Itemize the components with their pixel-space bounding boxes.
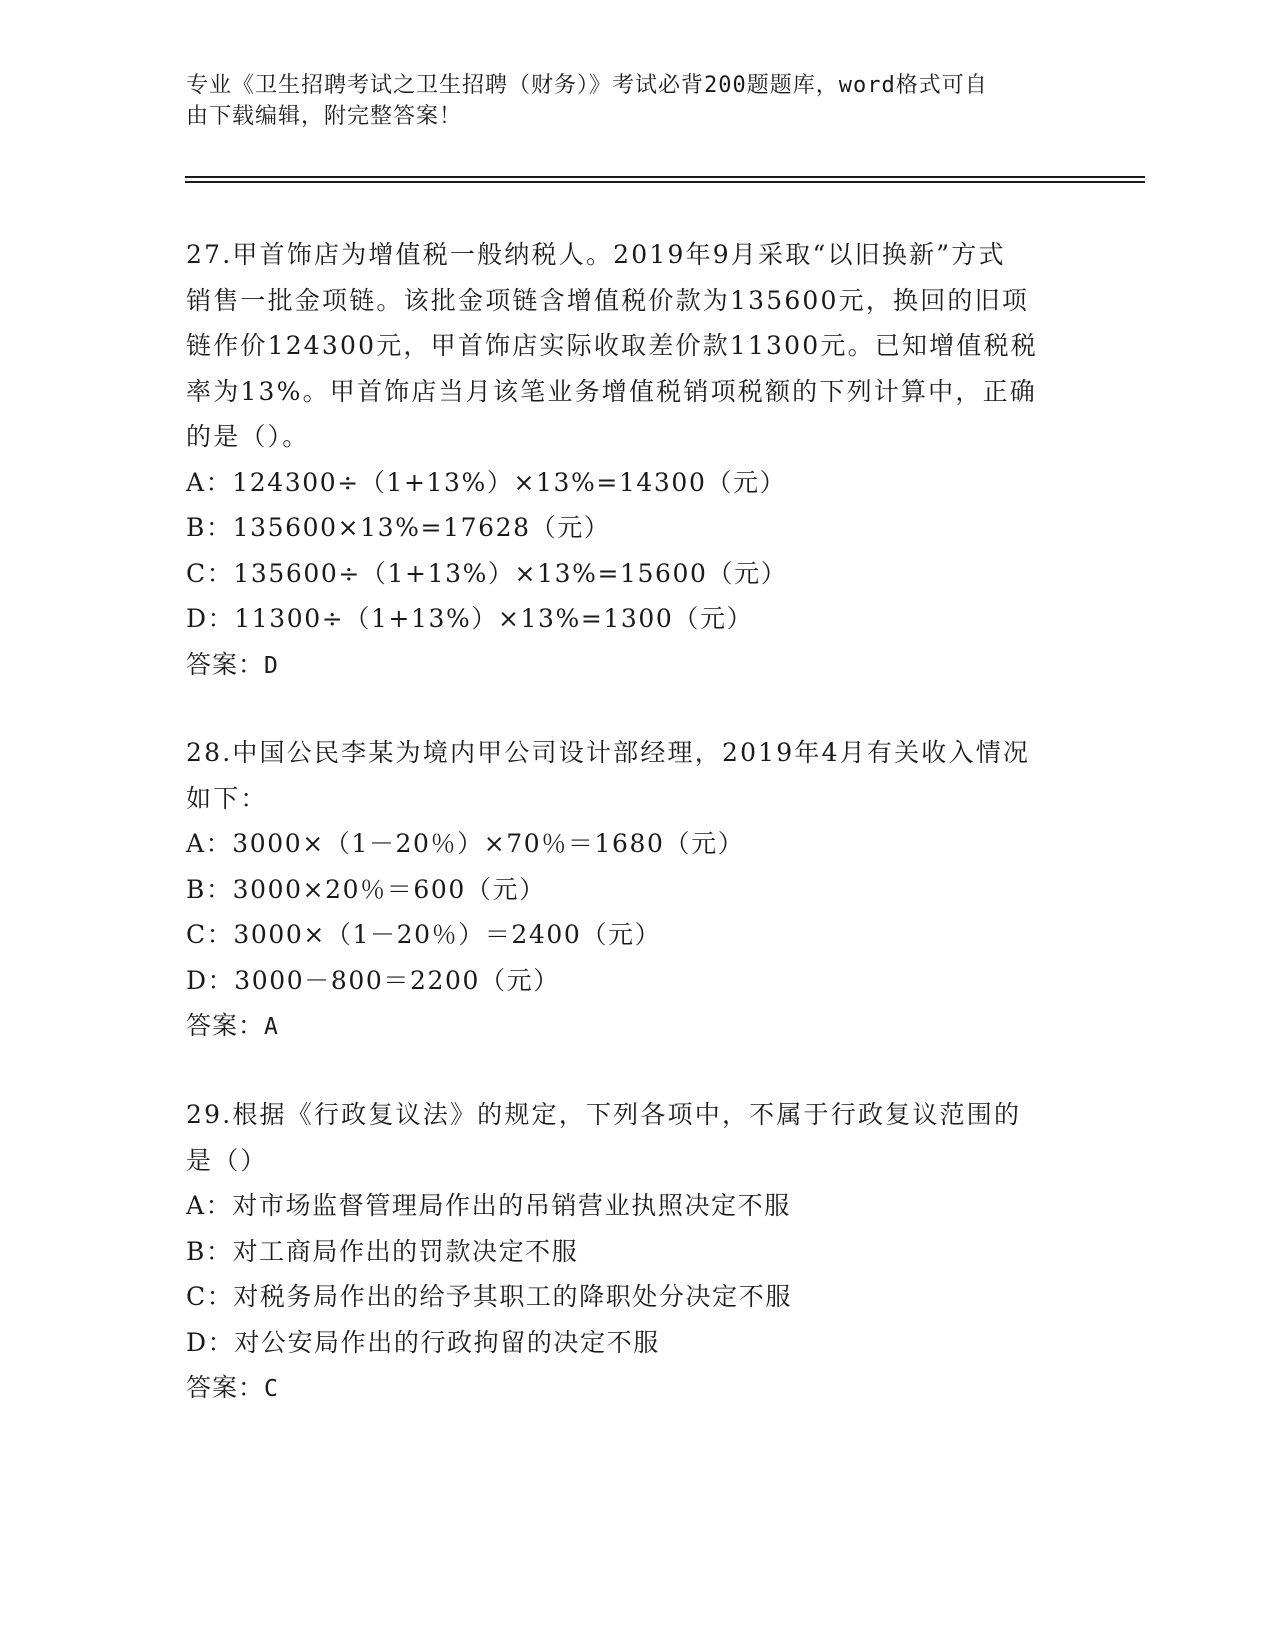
option-a: A：124300÷（1+13%）×13%=14300（元）: [186, 467, 787, 497]
header-divider-top: [185, 176, 1145, 178]
option-d: D：对公安局作出的行政拘留的决定不服: [186, 1327, 660, 1357]
question-stem-line: 27.甲首饰店为增值税一般纳税人。2019年9月采取“以旧换新”方式: [186, 240, 1006, 269]
question-stem-line: 29.根据《行政复议法》的规定，下列各项中，不属于行政复议范围的: [186, 1100, 1022, 1129]
question-27: [186, 232, 1086, 689]
question-stem-line: 是（）: [186, 1145, 268, 1175]
answer-line: [186, 642, 1086, 690]
header-divider-bottom: [185, 181, 1145, 183]
answer-label: 答案：: [186, 649, 265, 679]
option-c: C：3000×（1－20％）＝2400（元）: [186, 920, 662, 949]
question-stem-line: 率为13%。甲首饰店当月该笔业务增值税销项税额的下列计算中，正确: [186, 376, 1037, 406]
question-28: [186, 730, 1086, 1051]
answer-value: A: [264, 1014, 279, 1040]
header-line-1: 专业《卫生招聘考试之卫生招聘（财务）》考试必背200题题库，word格式可自: [186, 73, 988, 98]
answer-value: C: [264, 1376, 279, 1402]
question-stem-line: 链作价124300元，甲首饰店实际收取差价款11300元。已知增值税税: [186, 331, 1038, 360]
question-29: [186, 1092, 1086, 1413]
option-b: B：3000×20％＝600（元）: [186, 874, 546, 904]
option-a: A：对市场监督管理局作出的吊销营业执照决定不服: [186, 1191, 791, 1220]
answer-line: [186, 1365, 1086, 1413]
question-stem-line: 销售一批金项链。该批金项链含增值税价款为135600元，换回的旧项: [186, 285, 1030, 315]
option-d: D：3000－800＝2200（元）: [186, 965, 560, 995]
question-stem-line: 28.中国公民李某为境内甲公司设计部经理，2019年4月有关收入情况: [186, 738, 1031, 767]
answer-label: 答案：: [186, 1373, 265, 1402]
option-d: D：11300÷（1+13%）×13%=1300（元）: [186, 604, 754, 633]
answer-line: [186, 1003, 1086, 1051]
answer-value: D: [264, 652, 279, 679]
option-b: B：对工商局作出的罚款决定不服: [186, 1236, 579, 1266]
question-stem-line: 如下：: [186, 783, 268, 813]
option-a: A：3000×（1－20％）×70％＝1680（元）: [186, 829, 745, 858]
option-c: C：135600÷（1+13%）×13%=15600（元）: [186, 558, 788, 588]
option-c: C：对税务局作出的给予其职工的降职处分决定不服: [186, 1282, 792, 1311]
document-header: [186, 70, 1066, 132]
option-b: B：135600×13%=17628（元）: [186, 513, 611, 542]
header-line-2: 由下载编辑，附完整答案！: [186, 104, 463, 129]
question-stem-line: 的是（）。: [186, 422, 310, 451]
answer-label: 答案：: [186, 1011, 265, 1040]
